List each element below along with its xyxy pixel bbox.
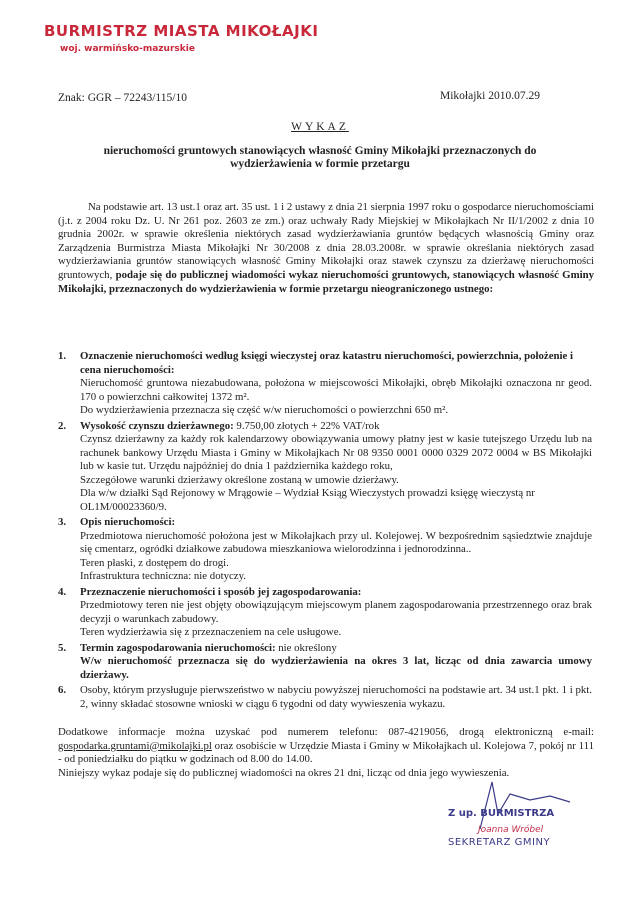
email-link[interactable]: gospodarka.gruntami@mikolajki.pl xyxy=(58,739,212,752)
item-body: Przedmiotowy teren nie jest objęty obowiązującym miejscowym planem zagospodarowania przestrzennego oraz brak decyzji o warunkach zabudowy. xyxy=(80,599,592,625)
subtitle-line-1: nieruchomości gruntowych stanowiących własność Gminy Mikołajki przeznaczonych do xyxy=(103,145,537,157)
list-item xyxy=(58,350,592,418)
item-number: 5. xyxy=(58,641,67,654)
list-item xyxy=(58,516,592,584)
item-body-3: Infrastruktura techniczna: nie dotyczy. xyxy=(80,570,246,582)
item-heading: Oznaczenie nieruchomości według księgi wieczystej oraz katastru nieruchomości, powierzchnia, położenie i cena nieruchomości: xyxy=(80,350,573,376)
office-stamp xyxy=(44,22,318,54)
contact-info xyxy=(58,726,594,780)
reference-number: Znak: GGR – 72243/115/10 xyxy=(58,92,187,104)
item-heading-value: nie określony xyxy=(275,641,337,654)
intro-paragraph xyxy=(58,201,594,296)
item-heading: Przeznaczenie nieruchomości i sposób jej zagospodarowania: xyxy=(80,585,362,598)
document-subtitle xyxy=(70,145,570,171)
item-body: Nieruchomość gruntowa niezabudowana, położona w miejscowości Mikołajki, obręb Mikołajki oznaczona nr geod. 170 o powierzchni całkowitej 1372 m². xyxy=(80,377,592,403)
item-body-2: Teren płaski, z dostępem do drogi. xyxy=(80,556,229,569)
intro-text: Na podstawie art. 13 ust.1 oraz art. 35 ust. 1 i 2 ustawy z dnia 21 sierpnia 1997 roku o gospodarce nieruchomościami (j.t. z 2004 roku Dz. U. Nr 261 poz. 2603 ze zm.) oraz uchwały Rady Miejskiej w Mikołajkach Nr II/1/2002 z dnia 10 grudnia 2002r. w sprawie określenia niektórych zasad wydzierżawiania gruntów będących własnością Gminy oraz Zarządzenia Burmistrza Miasta Mikołajki Nr 30/2008 z dnia 28.03.2008r. w sprawie określania niektórych zasad wydzierżawiania gruntów stanowiących własność Gminy Mikołajki oraz stawek czynszu za dzierżawę nieruchomości gruntowych, xyxy=(58,201,594,281)
list-item xyxy=(58,585,592,640)
stamp-line-1: BURMISTRZ MIASTA MIKOŁAJKI xyxy=(44,22,319,40)
list-item xyxy=(58,419,592,515)
publication-note: Niniejszy wykaz podaje się do publicznej wiadomości na okres 21 dni, licząc od dnia jego wywieszenia. xyxy=(58,766,510,779)
item-number: 2. xyxy=(58,419,67,432)
item-body-3: Dla w/w działki Sąd Rejonowy w Mrągowie – Wydział Ksiąg Wieczystych prowadzi księgę wieczystą nr OL1M/00023360/9. xyxy=(80,487,535,513)
signature-line-1: Z up. BURMISTRZA xyxy=(448,808,555,819)
item-body: Osoby, którym przysługuje pierwszeństwo w nabyciu powyższej nieruchomości na podstawie art. 34 ust.1 pkt. 1 i pkt. 2, winny składać stosowne wnioski w ciągu 6 tygodni od daty wywieszenia wykazu. xyxy=(80,684,592,710)
item-number: 1. xyxy=(58,350,67,362)
item-number: 4. xyxy=(58,585,67,598)
item-body-2: Teren wydzierżawia się z przeznaczeniem na cele usługowe. xyxy=(80,626,342,638)
item-body-2: Do wydzierżawienia przeznacza się część w/w nieruchomości o powierzchni 650 m². xyxy=(80,404,449,416)
list-item xyxy=(58,684,592,711)
list-item xyxy=(58,641,592,683)
item-heading: Opis nieruchomości: xyxy=(80,516,176,528)
items-list xyxy=(58,350,592,713)
item-body-2: Szczegółowe warunki dzierżawy określone zostaną w umowie dzierżawy. xyxy=(80,473,399,486)
signature-title: SEKRETARZ GMINY xyxy=(448,837,551,848)
contact-text: Dodatkowe informacje można uzyskać pod numerem telefonu: 087-4219056, drogą elektroniczną e-mail: xyxy=(58,726,594,738)
item-body: Przedmiotowa nieruchomość położona jest w Mikołajkach przy ul. Kolejowej. W bezpośrednim sąsiedztwie znajduje się cmentarz, ogródki działkowe zabudowa mieszkaniowa wielorodzinna i jednorodzinna.. xyxy=(80,529,592,555)
item-number: 3. xyxy=(58,516,67,528)
signature-stamp xyxy=(448,808,588,848)
intro-bold-text: podaje się do publicznej wiadomości wykaz nieruchomości gruntowych, stanowiących własność Gminy Mikołajki, przeznaczonych do wydzierżawienia w formie przetargu nieograniczonego ustnego: xyxy=(58,268,594,295)
item-number: 6. xyxy=(58,684,67,696)
subtitle-line-2: wydzierżawienia w formie przetargu xyxy=(230,158,410,170)
item-body: Czynsz dzierżawny za każdy rok kalendarzowy obowiązywania umowy płatny jest w kasie tutejszego Urzędu lub na rachunek bankowy Urzędu Miasta i Gminy w Mikołajkach Nr 08 9350 0001 0000 0329 2072 0004 w BS Mikołajki lub w kasie tut. Urzędu najpóźniej do dnia 1 października każdego roku, xyxy=(80,433,592,472)
signature-name: Joanna Wróbel xyxy=(478,825,544,835)
item-body-bold: W/w nieruchomość przeznacza się do wydzierżawienia na okres 3 lat, licząc od dnia zawarcia umowy dzierżawy. xyxy=(80,655,592,681)
item-heading: Wysokość czynszu dzierżawnego: xyxy=(80,419,234,432)
contact-text-2: oraz osobiście w Urzędzie Miasta i Gminy w Mikołajkach ul. Kolejowa 7, pokój nr 111 - od poniedziałku do piątku w godzinach od 8.00 do 14.00. xyxy=(58,739,594,766)
item-heading: Termin zagospodarowania nieruchomości: xyxy=(80,641,276,654)
document-title: WYKAZ xyxy=(291,121,349,133)
item-heading-value: 9.750,00 złotych + 22% VAT/rok xyxy=(233,419,380,432)
place-and-date: Mikołajki 2010.07.29 xyxy=(440,90,540,102)
stamp-line-2: woj. warmińsko-mazurskie xyxy=(60,44,195,54)
